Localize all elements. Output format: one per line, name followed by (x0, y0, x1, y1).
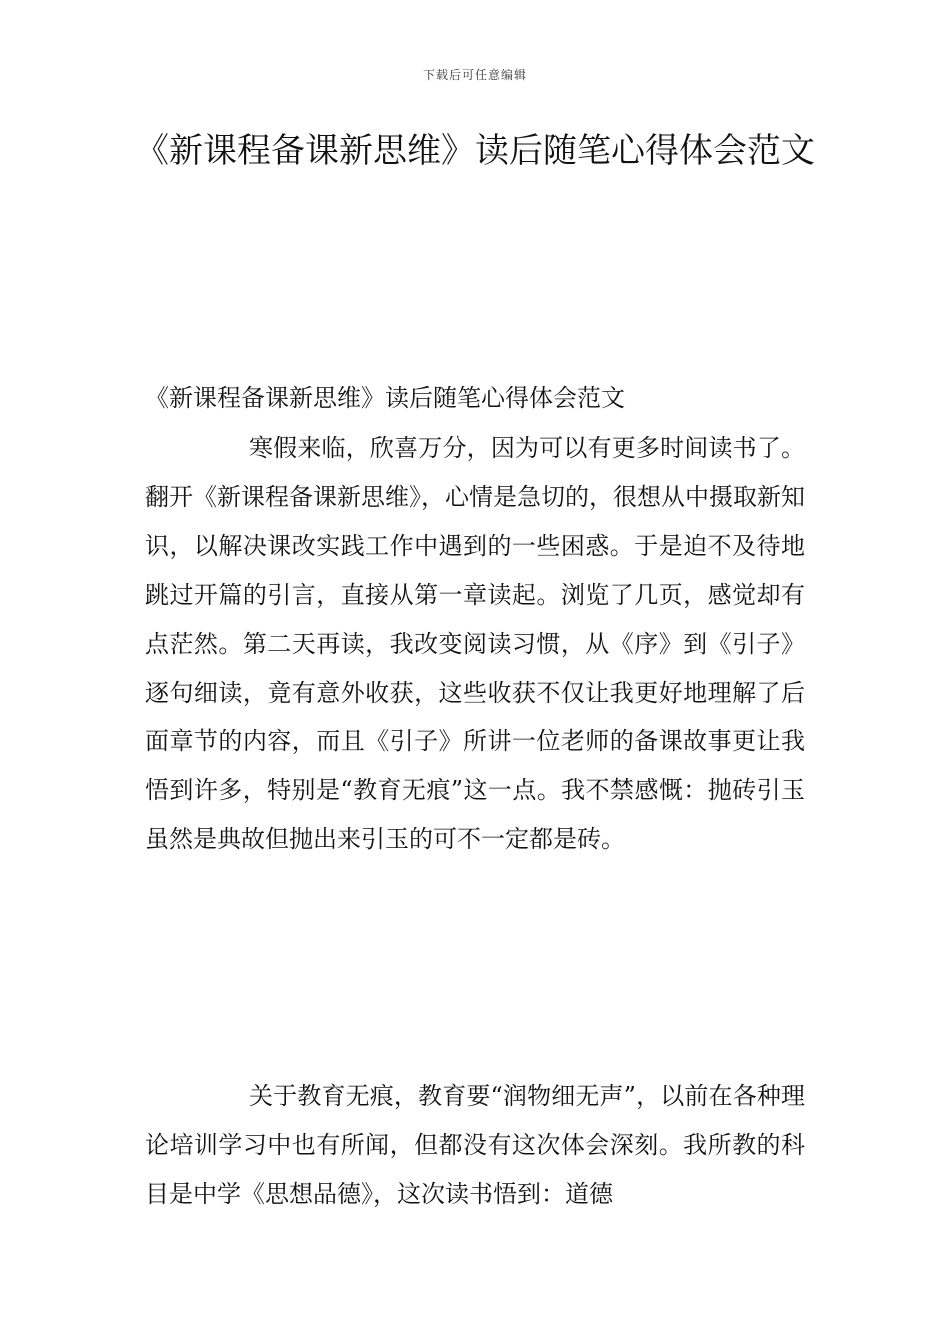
document-subtitle: 《新课程备课新思维》读后随笔心得体会范文 (145, 384, 625, 412)
paragraph-1: 寒假来临，欣喜万分，因为可以有更多时间读书了。翻开《新课程备课新思维》，心情是急切的，很想从中摄取新知识，以解决课改实践工作中遇到的一些困惑。于是迫不及待地跳过开篇的引言，直接从第一章读起。浏览了几页，感觉却有点茫然。第二天再读，我改变阅读习惯，从《序》到《引子》逐句细读，竟有意外收获，这些收获不仅让我更好地理解了后面章节的内容，而且《引子》所讲一位老师的备课故事更让我悟到许多，特别是“教育无痕”这一点。我不禁感慨：抛砖引玉虽然是典故但抛出来引玉的可不一定都是砖。 (145, 434, 805, 854)
paragraph-2: 关于教育无痕，教育要“润物细无声”，以前在各种理论培训学习中也有所闻，但都没有这次体会深刻。我所教的科目是中学《思想品德》，这次读书悟到：道德 (145, 1082, 805, 1208)
document-title: 《新课程备课新思维》读后随笔心得体会范文 (135, 131, 815, 171)
header-note: 下载后可任意编辑 (422, 68, 527, 82)
